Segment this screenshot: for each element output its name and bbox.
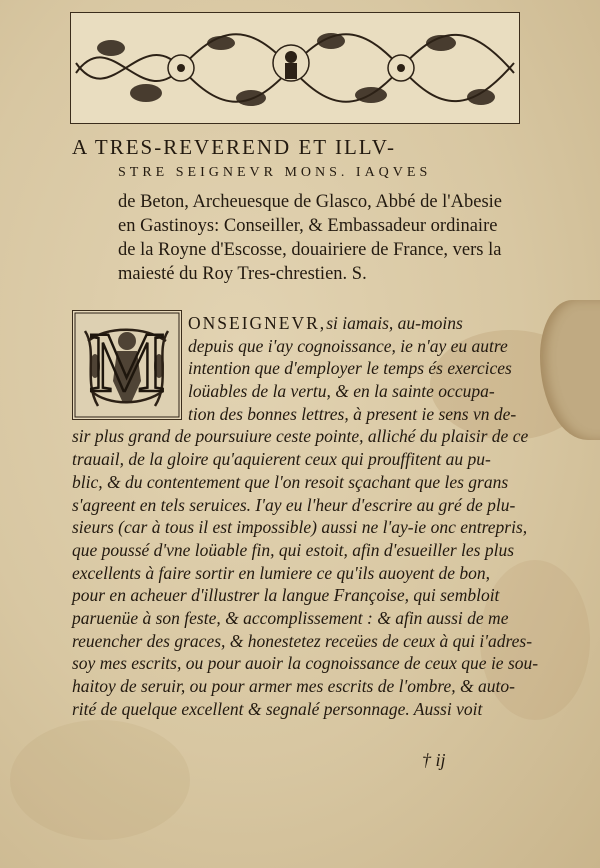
text-line: excellents à faire sortir en lumiere ce qu'ils auoyent de bon, <box>72 562 490 583</box>
text-line: rité de quelque excellent & segnalé personnage. Aussi voit <box>72 698 483 719</box>
text-span: si iamais, au-moins <box>326 313 463 333</box>
dedication-line: de Beton, Archeuesque de Glasco, Abbé de l'Abesie <box>118 192 503 212</box>
dedication-line: en Gastinoys: Conseiller, & Embassadeur ordinaire <box>118 216 498 236</box>
text-line: reuencher des graces, & honestetez receües de ceux à qui i'adres- <box>72 630 533 651</box>
title-line-2: STRE SEIGNEVR MONS. IAQVES <box>118 165 432 180</box>
text-line: sir plus grand de poursuiure ceste pointe, alliché du plaisir de ce <box>72 426 529 447</box>
text-line: que poussé d'vne loüable fin, qui estoit, afin d'esueiller les plus <box>72 539 515 560</box>
text-line: loüables de la vertu, & en la sainte occupa- <box>188 381 495 402</box>
title-line-1: A TRES-REVEREND ET ILLV- <box>72 135 396 159</box>
text-line: paruenüe à son feste, & accomplissement : & afin aussi de me <box>72 607 509 628</box>
text-line: haitoy de seruir, ou pour armer mes escrits de l'ombre, & auto- <box>72 676 515 696</box>
dedication-line: de la Royne d'Escosse, douairiere de France, vers la <box>118 240 502 260</box>
signature-mark: † ij <box>422 750 446 770</box>
dedication-block <box>118 190 528 286</box>
ornamental-headpiece <box>70 12 520 124</box>
text-line: intention que d'employer le temps és exercices <box>188 358 512 379</box>
text-line: soy mes escrits, ou pour auoir la cognoissance de ceux que ie sou- <box>72 653 539 674</box>
water-stain <box>10 720 190 840</box>
text-line <box>72 312 512 335</box>
dedication-line: maiesté du Roy Tres-chrestien. S. <box>118 264 367 284</box>
text-line: depuis que i'ay cognoissance, ie n'ay eu autre <box>188 335 508 356</box>
opening-word: ONSEIGNEVR, <box>188 313 327 333</box>
text-line: pour en acheuer d'illustrer la langue Françoise, qui sembloit <box>72 585 500 606</box>
text-line: blic, & du contentement que l'on resoit sçachant que les grans <box>72 471 509 492</box>
text-line: s'agreent en tels seruices. I'ay eu l'heur d'escrire au gré de plu- <box>72 494 516 515</box>
drop-cap-letter: M <box>88 314 166 410</box>
text-line: sieurs (car à tous il est impossible) aussi ne l'ay-ie onc entrepris, <box>72 517 528 538</box>
text-line: trauail, de la gloire qu'aquierent ceux qui prouffitent au pu- <box>72 449 491 470</box>
body-text <box>72 312 539 720</box>
text-line: tion des bonnes lettres, à present ie sens vn de- <box>188 403 517 424</box>
